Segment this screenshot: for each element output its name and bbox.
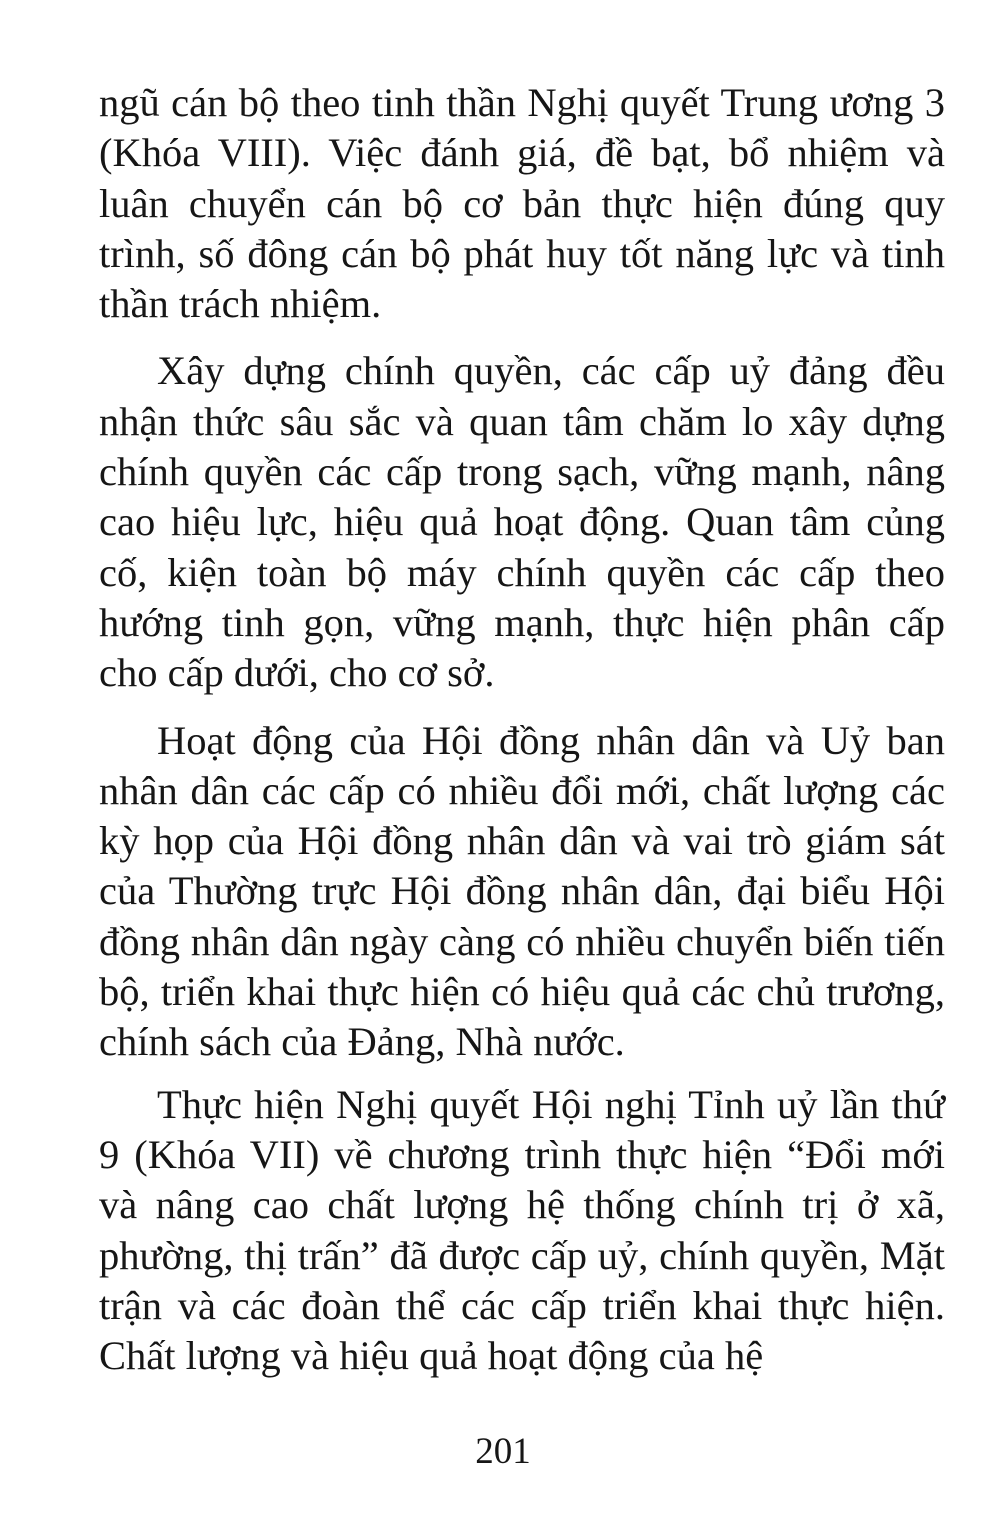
paragraph-gap	[99, 1068, 945, 1080]
page-number: 201	[475, 1431, 531, 1472]
paragraph-councils: Hoạt động của Hội đồng nhân dân và Uỷ ban nhân dân các cấp có nhiều đổi mới, chất lượng các kỳ họp của Hội đồng nhân dân và vai trò giám sát của Thường trực Hội đồng nhân dân, đại biểu Hội đồng nhân dân ngày càng có nhiều chuyển biến tiến bộ, triển khai thực hiện có hiệu quả các chủ trương, chính sách của Đảng, Nhà nước.	[99, 717, 945, 1065]
paragraph-government: Xây dựng chính quyền, các cấp uỷ đảng đều nhận thức sâu sắc và quan tâm chăm lo xây dựng chính quyền các cấp trong sạch, vững mạnh, nâng cao hiệu lực, hiệu quả hoạt động. Quan tâm củng cố, kiện toàn bộ máy chính quyền các cấp theo hướng tinh gọn, vững mạnh, thực hiện phân cấp cho cấp dưới, cho cơ sở.	[99, 348, 945, 696]
paragraph-continued: ngũ cán bộ theo tinh thần Nghị quyết Trung ương 3 (Khóa VIII). Việc đánh giá, đề bạt, bổ nhiệm và luân chuyển cán bộ cơ bản thực hiện đúng quy trình, số đông cán bộ phát huy tốt năng lực và tinh thần trách nhiệm.	[99, 80, 945, 327]
paragraph-resolution: Thực hiện Nghị quyết Hội nghị Tỉnh uỷ lần thứ 9 (Khóa VII) về chương trình thực hiện “Đổi mới và nâng cao chất lượng hệ thống chính trị ở xã, phường, thị trấn” đã được cấp uỷ, chính quyền, Mặt trận và các đoàn thể các cấp triển khai thực hiện. Chất lượng và hiệu quả hoạt động của hệ	[99, 1081, 945, 1379]
body-text	[99, 78, 945, 1381]
paragraph-gap	[99, 699, 945, 716]
paragraph-gap	[99, 329, 945, 346]
